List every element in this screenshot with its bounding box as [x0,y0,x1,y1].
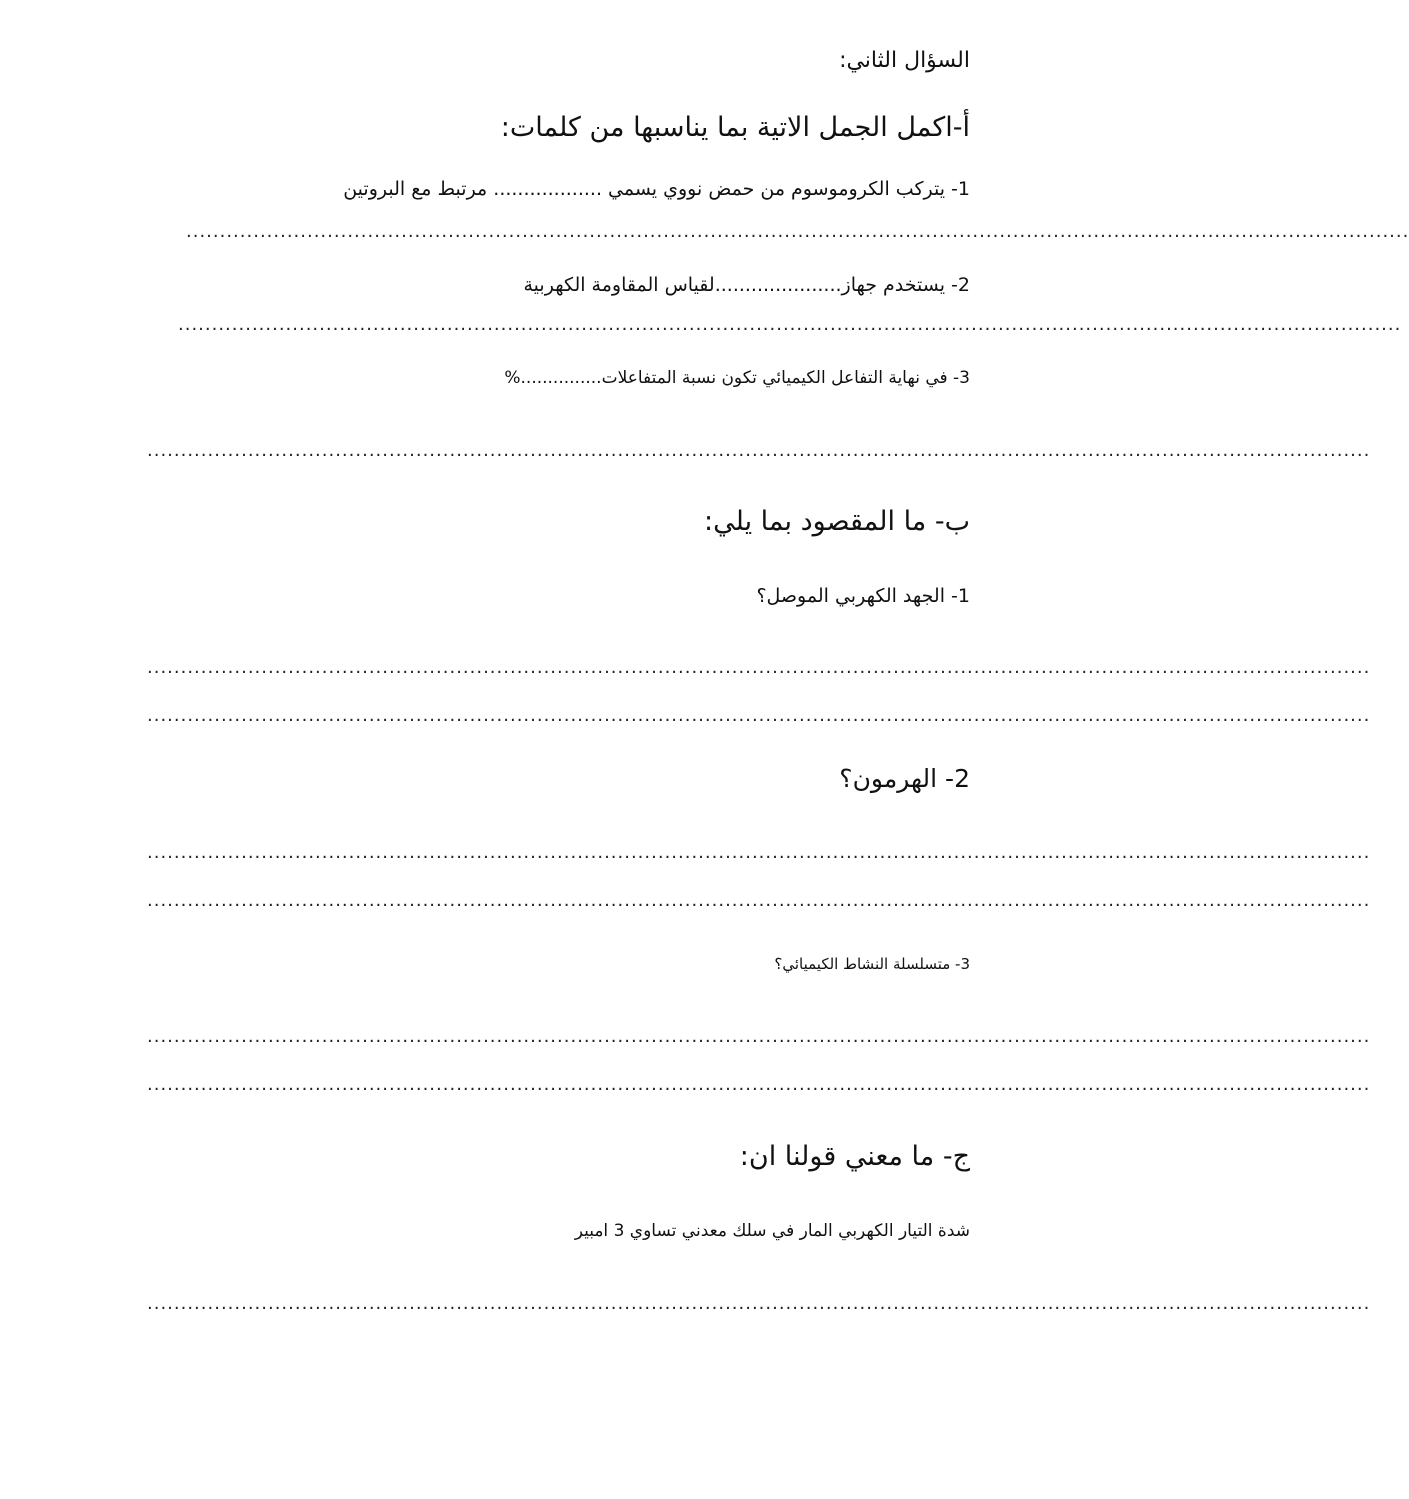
section-b-item-3: 3- متسلسلة النشاط الكيميائي؟ [774,955,970,973]
section-b-item-1: 1- الجهد الكهربي الموصل؟ [756,585,970,607]
section-a-heading: أ-اكمل الجمل الاتية بما يناسبها من كلمات: [500,112,970,143]
answer-line[interactable]: ...................................................................................................................................................................................... [147,890,1371,911]
answer-line[interactable]: ...................................................................................................................................................................................... [186,221,1409,242]
answer-line[interactable]: ...................................................................................................................................................................................... [147,1074,1371,1095]
answer-line[interactable]: ...................................................................................................................................................................................... [178,314,1402,335]
section-a-item-3: 3- في نهاية التفاعل الكيميائي تكون نسبة المتفاعلات...............% [504,368,970,388]
section-b-heading: ب- ما المقصود بما يلي: [704,506,970,537]
section-c-statement: شدة التيار الكهربي المار في سلك معدني تساوي 3 امبير [574,1221,970,1241]
section-c-heading: ج- ما معني قولنا ان: [739,1141,970,1172]
section-a-item-2: 2- يستخدم جهاز.....................لقياس المقاومة الكهربية [523,274,970,296]
section-a-item-1: 1- يتركب الكروموسوم من حمض نووي يسمي .................. مرتبط مع البروتين [343,178,970,200]
question-title: السؤال الثاني: [839,48,970,73]
answer-line[interactable]: ...................................................................................................................................................................................... [147,1293,1371,1314]
section-b-item-2: 2- الهرمون؟ [839,764,970,793]
answer-line[interactable]: ...................................................................................................................................................................................... [147,657,1371,678]
answer-line[interactable]: ...................................................................................................................................................................................... [147,1026,1371,1047]
answer-line[interactable]: ...................................................................................................................................................................................... [147,842,1371,863]
answer-line[interactable]: ...................................................................................................................................................................................... [147,705,1371,726]
answer-line[interactable]: ...................................................................................................................................................................................... [147,440,1371,461]
